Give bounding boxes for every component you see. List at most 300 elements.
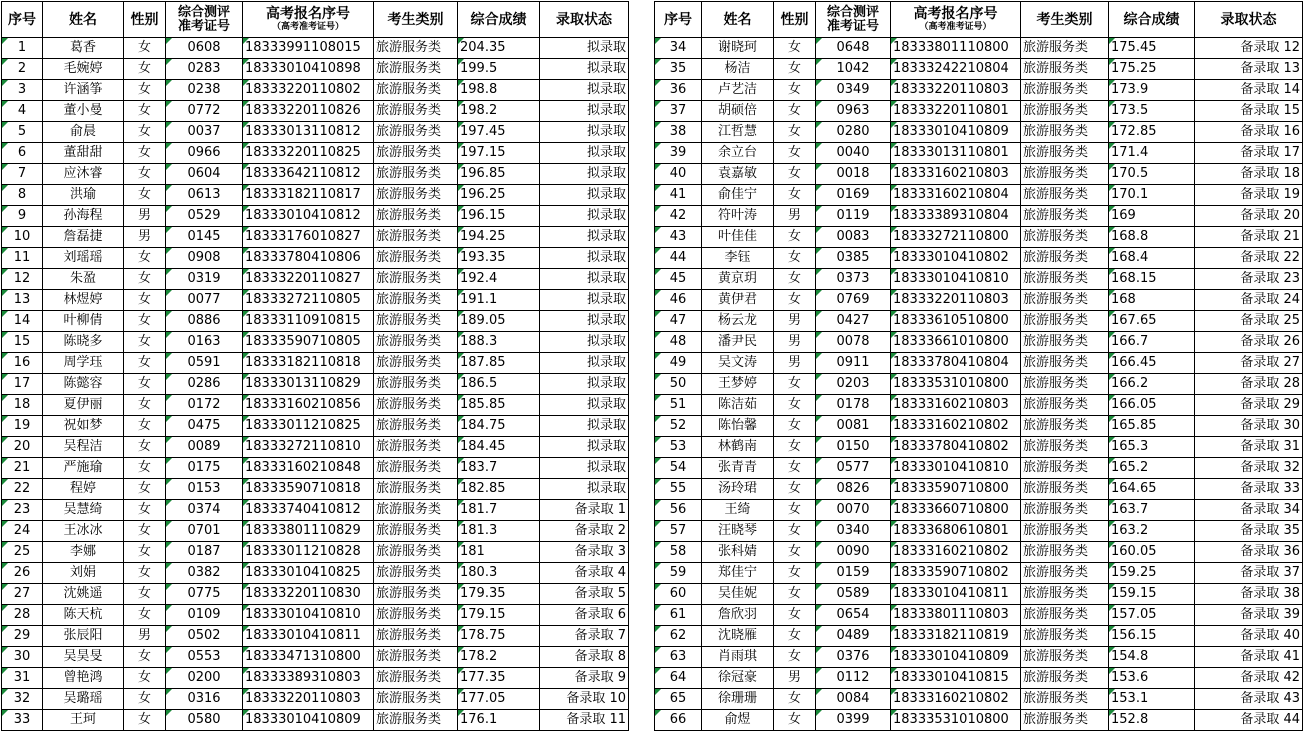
- table-row: [2, 353, 629, 374]
- table-row: [2, 479, 629, 500]
- cell-test-id: 0163: [166, 332, 243, 353]
- table-row: [655, 584, 1303, 605]
- cell-seq: 65: [655, 689, 702, 710]
- cell-score: 167.65: [1109, 311, 1195, 332]
- cell-status: 备录取 38: [1195, 584, 1303, 605]
- cell-name: 洪瑜: [43, 185, 124, 206]
- cell-test-id: 0040: [816, 143, 891, 164]
- cell-category: 旅游服务类: [1021, 479, 1109, 500]
- cell-test-id: 0153: [166, 479, 243, 500]
- table-row: [2, 59, 629, 80]
- header-test-id: [166, 2, 243, 38]
- cell-reg-no: 18333013110801: [891, 143, 1021, 164]
- cell-seq: 26: [2, 563, 43, 584]
- header-test-id: [816, 2, 891, 38]
- cell-reg-no: 18333160210804: [891, 185, 1021, 206]
- cell-name: 肖雨琪: [702, 647, 774, 668]
- cell-seq: 12: [2, 269, 43, 290]
- cell-gender: 男: [774, 353, 816, 374]
- cell-gender: 男: [774, 311, 816, 332]
- cell-gender: 女: [774, 689, 816, 710]
- cell-status: 拟录取: [540, 206, 629, 227]
- cell-gender: 女: [124, 689, 166, 710]
- cell-score: 176.1: [458, 710, 540, 731]
- cell-reg-no: 18333242210804: [891, 59, 1021, 80]
- cell-name: 汤玲珺: [702, 479, 774, 500]
- cell-category: 旅游服务类: [1021, 332, 1109, 353]
- cell-category: 旅游服务类: [374, 290, 458, 311]
- cell-name: 陈晓多: [43, 332, 124, 353]
- cell-status: 备录取 22: [1195, 248, 1303, 269]
- cell-name: 孙海程: [43, 206, 124, 227]
- table-row: [655, 458, 1303, 479]
- cell-category: 旅游服务类: [1021, 542, 1109, 563]
- cell-score: 172.85: [1109, 122, 1195, 143]
- cell-status: 备录取 16: [1195, 122, 1303, 143]
- cell-test-id: 0283: [166, 59, 243, 80]
- cell-name: 詹磊捷: [43, 227, 124, 248]
- cell-test-id: 0340: [816, 521, 891, 542]
- cell-reg-no: 18333610510800: [891, 311, 1021, 332]
- cell-reg-no: 18333740410812: [243, 500, 374, 521]
- cell-reg-no: 18333220110830: [243, 584, 374, 605]
- cell-score: 198.2: [458, 101, 540, 122]
- cell-score: 165.2: [1109, 458, 1195, 479]
- cell-category: 旅游服务类: [1021, 38, 1109, 59]
- cell-score: 193.35: [458, 248, 540, 269]
- cell-reg-no: 18333160210802: [891, 689, 1021, 710]
- cell-reg-no: 18333642110812: [243, 164, 374, 185]
- cell-name: 陈怡馨: [702, 416, 774, 437]
- cell-test-id: 0200: [166, 668, 243, 689]
- cell-score: 175.25: [1109, 59, 1195, 80]
- table-row: [2, 584, 629, 605]
- cell-seq: 49: [655, 353, 702, 374]
- cell-seq: 47: [655, 311, 702, 332]
- cell-category: 旅游服务类: [1021, 437, 1109, 458]
- header-reg-no: [243, 2, 374, 38]
- cell-test-id: 0203: [816, 374, 891, 395]
- table-row: [655, 38, 1303, 59]
- cell-score: 184.45: [458, 437, 540, 458]
- cell-category: 旅游服务类: [374, 269, 458, 290]
- cell-category: 旅游服务类: [1021, 353, 1109, 374]
- header-category: 考生类别: [1021, 2, 1109, 38]
- cell-test-id: 0608: [166, 38, 243, 59]
- cell-category: 旅游服务类: [374, 164, 458, 185]
- cell-category: 旅游服务类: [1021, 458, 1109, 479]
- cell-score: 152.8: [1109, 710, 1195, 731]
- cell-category: 旅游服务类: [374, 206, 458, 227]
- cell-gender: 女: [774, 38, 816, 59]
- cell-name: 吴程洁: [43, 437, 124, 458]
- table-row: [2, 563, 629, 584]
- cell-status: 备录取 24: [1195, 290, 1303, 311]
- cell-test-id: 0175: [166, 458, 243, 479]
- table-row: [655, 101, 1303, 122]
- cell-status: 备录取 27: [1195, 353, 1303, 374]
- table-row: [655, 668, 1303, 689]
- cell-seq: 2: [2, 59, 43, 80]
- cell-category: 旅游服务类: [374, 500, 458, 521]
- cell-score: 173.5: [1109, 101, 1195, 122]
- cell-reg-no: 18333991108015: [243, 38, 374, 59]
- cell-gender: 女: [774, 248, 816, 269]
- cell-category: 旅游服务类: [374, 542, 458, 563]
- header-reg-no-line1: 高考报名序号: [266, 6, 350, 22]
- cell-score: 165.85: [1109, 416, 1195, 437]
- cell-reg-no: 18333013110812: [243, 122, 374, 143]
- cell-category: 旅游服务类: [374, 38, 458, 59]
- cell-name: 吴昊旻: [43, 647, 124, 668]
- cell-test-id: 0427: [816, 311, 891, 332]
- cell-test-id: 0109: [166, 605, 243, 626]
- cell-status: 备录取 35: [1195, 521, 1303, 542]
- cell-name: 汪晓琴: [702, 521, 774, 542]
- cell-status: 备录取 6: [540, 605, 629, 626]
- cell-name: 潘尹民: [702, 332, 774, 353]
- cell-seq: 29: [2, 626, 43, 647]
- cell-name: 朱盈: [43, 269, 124, 290]
- cell-seq: 66: [655, 710, 702, 731]
- cell-category: 旅游服务类: [374, 458, 458, 479]
- cell-score: 160.05: [1109, 542, 1195, 563]
- cell-test-id: 0090: [816, 542, 891, 563]
- cell-seq: 39: [655, 143, 702, 164]
- cell-status: 备录取 17: [1195, 143, 1303, 164]
- cell-status: 备录取 31: [1195, 437, 1303, 458]
- cell-name: 周学珏: [43, 353, 124, 374]
- cell-reg-no: 18333220110827: [243, 269, 374, 290]
- cell-status: 备录取 40: [1195, 626, 1303, 647]
- cell-seq: 53: [655, 437, 702, 458]
- cell-gender: 女: [124, 542, 166, 563]
- cell-category: 旅游服务类: [374, 101, 458, 122]
- cell-seq: 40: [655, 164, 702, 185]
- cell-name: 吴璐瑶: [43, 689, 124, 710]
- cell-test-id: 0886: [166, 311, 243, 332]
- cell-test-id: 0280: [816, 122, 891, 143]
- cell-score: 194.25: [458, 227, 540, 248]
- cell-category: 旅游服务类: [374, 227, 458, 248]
- cell-seq: 36: [655, 80, 702, 101]
- admission-table-left: [1, 1, 629, 731]
- header-test-id-line2: 准考证号: [177, 18, 230, 34]
- cell-seq: 7: [2, 164, 43, 185]
- cell-seq: 43: [655, 227, 702, 248]
- cell-seq: 63: [655, 647, 702, 668]
- cell-category: 旅游服务类: [374, 626, 458, 647]
- cell-status: 备录取 5: [540, 584, 629, 605]
- cell-test-id: 0908: [166, 248, 243, 269]
- admission-table-right: [654, 1, 1303, 731]
- header-test-id-line1: 综合测评: [826, 4, 879, 20]
- cell-seq: 60: [655, 584, 702, 605]
- cell-name: 徐珊珊: [702, 689, 774, 710]
- cell-name: 张科婧: [702, 542, 774, 563]
- cell-category: 旅游服务类: [1021, 164, 1109, 185]
- table-row: [2, 710, 629, 731]
- cell-reg-no: 18333590710800: [891, 479, 1021, 500]
- cell-category: 旅游服务类: [1021, 521, 1109, 542]
- cell-test-id: 0772: [166, 101, 243, 122]
- table-row: [655, 395, 1303, 416]
- cell-seq: 37: [655, 101, 702, 122]
- cell-reg-no: 18333272110800: [891, 227, 1021, 248]
- cell-category: 旅游服务类: [1021, 416, 1109, 437]
- table-row: [2, 689, 629, 710]
- cell-name: 叶佳佳: [702, 227, 774, 248]
- cell-gender: 女: [124, 521, 166, 542]
- cell-status: 备录取 36: [1195, 542, 1303, 563]
- table-row: [655, 416, 1303, 437]
- cell-seq: 48: [655, 332, 702, 353]
- cell-gender: 女: [774, 542, 816, 563]
- cell-status: 拟录取: [540, 59, 629, 80]
- cell-reg-no: 18333780410802: [891, 437, 1021, 458]
- cell-seq: 30: [2, 647, 43, 668]
- cell-score: 185.85: [458, 395, 540, 416]
- cell-name: 林鹤南: [702, 437, 774, 458]
- cell-test-id: 0187: [166, 542, 243, 563]
- cell-name: 李娜: [43, 542, 124, 563]
- cell-category: 旅游服务类: [1021, 248, 1109, 269]
- cell-seq: 16: [2, 353, 43, 374]
- cell-score: 154.8: [1109, 647, 1195, 668]
- cell-reg-no: 18333160210856: [243, 395, 374, 416]
- cell-name: 卢艺洁: [702, 80, 774, 101]
- cell-score: 196.25: [458, 185, 540, 206]
- cell-seq: 34: [655, 38, 702, 59]
- cell-status: 备录取 10: [540, 689, 629, 710]
- cell-test-id: 0826: [816, 479, 891, 500]
- cell-reg-no: 18333220110803: [891, 290, 1021, 311]
- header-reg-no-line2: （高考准考证号）: [271, 22, 344, 32]
- cell-gender: 女: [774, 500, 816, 521]
- cell-reg-no: 18333272110805: [243, 290, 374, 311]
- cell-score: 164.65: [1109, 479, 1195, 500]
- table-row: [2, 521, 629, 542]
- cell-category: 旅游服务类: [374, 59, 458, 80]
- cell-gender: 男: [774, 332, 816, 353]
- cell-status: 拟录取: [540, 353, 629, 374]
- cell-status: 备录取 21: [1195, 227, 1303, 248]
- cell-gender: 女: [774, 416, 816, 437]
- cell-score: 165.3: [1109, 437, 1195, 458]
- cell-test-id: 0018: [816, 164, 891, 185]
- cell-status: 拟录取: [540, 458, 629, 479]
- cell-reg-no: 18333011210825: [243, 416, 374, 437]
- cell-test-id: 0349: [816, 80, 891, 101]
- cell-name: 詹欣羽: [702, 605, 774, 626]
- cell-reg-no: 18333801110800: [891, 38, 1021, 59]
- cell-category: 旅游服务类: [1021, 374, 1109, 395]
- cell-test-id: 0286: [166, 374, 243, 395]
- cell-reg-no: 18333010410809: [891, 647, 1021, 668]
- cell-reg-no: 18333220110825: [243, 143, 374, 164]
- cell-reg-no: 18333590710802: [891, 563, 1021, 584]
- table-row: [2, 206, 629, 227]
- cell-name: 张青青: [702, 458, 774, 479]
- cell-reg-no: 18333160210802: [891, 416, 1021, 437]
- cell-status: 备录取 12: [1195, 38, 1303, 59]
- cell-gender: 女: [124, 584, 166, 605]
- cell-score: 179.35: [458, 584, 540, 605]
- cell-status: 备录取 20: [1195, 206, 1303, 227]
- cell-seq: 62: [655, 626, 702, 647]
- cell-seq: 27: [2, 584, 43, 605]
- cell-score: 153.6: [1109, 668, 1195, 689]
- cell-test-id: 0775: [166, 584, 243, 605]
- cell-gender: 女: [124, 395, 166, 416]
- cell-name: 郑佳宁: [702, 563, 774, 584]
- cell-score: 159.15: [1109, 584, 1195, 605]
- cell-score: 178.2: [458, 647, 540, 668]
- cell-gender: 女: [774, 395, 816, 416]
- table-row: [2, 80, 629, 101]
- table-row: [655, 206, 1303, 227]
- cell-seq: 57: [655, 521, 702, 542]
- cell-gender: 女: [124, 59, 166, 80]
- cell-name: 程婷: [43, 479, 124, 500]
- cell-name: 陈懿容: [43, 374, 124, 395]
- cell-category: 旅游服务类: [374, 689, 458, 710]
- cell-seq: 58: [655, 542, 702, 563]
- cell-reg-no: 18333010410810: [891, 269, 1021, 290]
- cell-gender: 女: [774, 584, 816, 605]
- cell-status: 拟录取: [540, 164, 629, 185]
- table-row: [2, 458, 629, 479]
- cell-reg-no: 18333010410825: [243, 563, 374, 584]
- cell-name: 刘娟: [43, 563, 124, 584]
- cell-score: 168.4: [1109, 248, 1195, 269]
- cell-name: 严施瑜: [43, 458, 124, 479]
- table-row: [2, 143, 629, 164]
- cell-score: 170.5: [1109, 164, 1195, 185]
- table-row: [655, 248, 1303, 269]
- cell-category: 旅游服务类: [1021, 101, 1109, 122]
- cell-score: 166.7: [1109, 332, 1195, 353]
- cell-name: 黄伊君: [702, 290, 774, 311]
- table-row: [655, 500, 1303, 521]
- cell-gender: 女: [774, 626, 816, 647]
- cell-test-id: 0654: [816, 605, 891, 626]
- table-row: [655, 626, 1303, 647]
- cell-seq: 24: [2, 521, 43, 542]
- cell-category: 旅游服务类: [374, 143, 458, 164]
- cell-status: 拟录取: [540, 38, 629, 59]
- cell-seq: 18: [2, 395, 43, 416]
- table-row: [2, 647, 629, 668]
- cell-gender: 女: [774, 269, 816, 290]
- cell-reg-no: 18333680610801: [891, 521, 1021, 542]
- cell-test-id: 0070: [816, 500, 891, 521]
- cell-gender: 女: [774, 479, 816, 500]
- table-row: [2, 101, 629, 122]
- cell-name: 刘瑶瑶: [43, 248, 124, 269]
- cell-reg-no: 18333660710800: [891, 500, 1021, 521]
- cell-test-id: 0083: [816, 227, 891, 248]
- table-row: [655, 227, 1303, 248]
- cell-name: 王梦婷: [702, 374, 774, 395]
- cell-test-id: 0316: [166, 689, 243, 710]
- cell-category: 旅游服务类: [1021, 563, 1109, 584]
- cell-gender: 女: [774, 647, 816, 668]
- cell-reg-no: 18333220110801: [891, 101, 1021, 122]
- table-row: [2, 626, 629, 647]
- cell-gender: 男: [774, 206, 816, 227]
- cell-test-id: 0078: [816, 332, 891, 353]
- cell-status: 拟录取: [540, 395, 629, 416]
- cell-reg-no: 18333010410802: [891, 248, 1021, 269]
- cell-status: 备录取 34: [1195, 500, 1303, 521]
- cell-test-id: 0145: [166, 227, 243, 248]
- cell-reg-no: 18333182110818: [243, 353, 374, 374]
- cell-status: 备录取 29: [1195, 395, 1303, 416]
- cell-score: 170.1: [1109, 185, 1195, 206]
- cell-gender: 女: [774, 710, 816, 731]
- cell-category: 旅游服务类: [1021, 500, 1109, 521]
- cell-reg-no: 18333010410812: [243, 206, 374, 227]
- cell-status: 备录取 3: [540, 542, 629, 563]
- cell-category: 旅游服务类: [374, 311, 458, 332]
- cell-name: 毛婉婷: [43, 59, 124, 80]
- table-row: [655, 605, 1303, 626]
- cell-score: 198.8: [458, 80, 540, 101]
- cell-seq: 35: [655, 59, 702, 80]
- cell-score: 199.5: [458, 59, 540, 80]
- cell-status: 备录取 2: [540, 521, 629, 542]
- cell-category: 旅游服务类: [1021, 59, 1109, 80]
- cell-test-id: 0376: [816, 647, 891, 668]
- cell-status: 备录取 1: [540, 500, 629, 521]
- cell-category: 旅游服务类: [1021, 647, 1109, 668]
- cell-gender: 女: [774, 521, 816, 542]
- cell-status: 备录取 23: [1195, 269, 1303, 290]
- cell-status: 拟录取: [540, 290, 629, 311]
- table-row: [2, 332, 629, 353]
- table-row: [655, 437, 1303, 458]
- cell-seq: 6: [2, 143, 43, 164]
- cell-test-id: 1042: [816, 59, 891, 80]
- cell-category: 旅游服务类: [1021, 605, 1109, 626]
- cell-gender: 女: [774, 290, 816, 311]
- cell-seq: 10: [2, 227, 43, 248]
- header-reg-no-line2: （高考准考证号）: [919, 22, 992, 32]
- table-row: [655, 563, 1303, 584]
- table-row: [2, 248, 629, 269]
- table-row: [2, 437, 629, 458]
- cell-category: 旅游服务类: [374, 122, 458, 143]
- cell-status: 拟录取: [540, 416, 629, 437]
- cell-gender: 女: [124, 269, 166, 290]
- table-row: [655, 290, 1303, 311]
- cell-seq: 56: [655, 500, 702, 521]
- table-row: [655, 542, 1303, 563]
- cell-category: 旅游服务类: [374, 185, 458, 206]
- table-row: [2, 38, 629, 59]
- cell-reg-no: 18333160210803: [891, 395, 1021, 416]
- cell-test-id: 0553: [166, 647, 243, 668]
- cell-gender: 女: [124, 437, 166, 458]
- cell-gender: 女: [124, 416, 166, 437]
- cell-score: 173.9: [1109, 80, 1195, 101]
- cell-score: 157.05: [1109, 605, 1195, 626]
- cell-score: 204.35: [458, 38, 540, 59]
- cell-category: 旅游服务类: [1021, 689, 1109, 710]
- cell-status: 拟录取: [540, 80, 629, 101]
- cell-seq: 42: [655, 206, 702, 227]
